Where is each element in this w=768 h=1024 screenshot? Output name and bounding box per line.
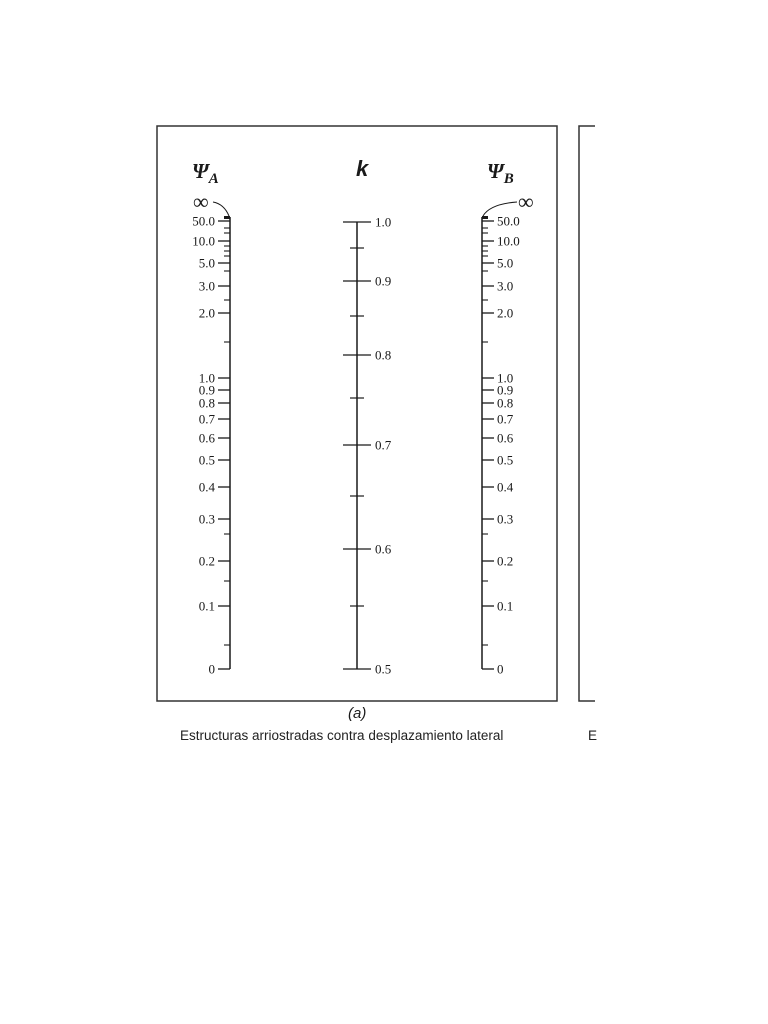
psi-b-tick-label: 50.0 xyxy=(497,213,520,229)
psi-b-tick-label: 1.0 xyxy=(497,370,514,386)
psi-b-tick-label: 0.7 xyxy=(497,411,514,427)
next-figure-caption-fragment: E xyxy=(588,728,598,743)
psi-b-tick-label: 0.6 xyxy=(497,430,514,446)
psi-b-tick-label: 3.0 xyxy=(497,278,514,294)
psi-a-tick-label: 0.7 xyxy=(198,411,215,427)
psi-a-tick-label: 0.2 xyxy=(198,553,215,569)
psi-b-infinity-label: ∞ xyxy=(518,189,534,214)
psi-a-tick-label: 0.8 xyxy=(198,395,215,411)
psi-a-infinity-leader xyxy=(213,202,229,216)
psi-b-tick-label: 0.4 xyxy=(497,479,514,495)
psi-b-scale xyxy=(482,214,520,677)
psi-b-tick-label: 0 xyxy=(497,661,504,677)
psi-a-tick-label: 10.0 xyxy=(192,233,215,249)
psi-b-tick-label: 0.9 xyxy=(497,382,514,398)
k-scale xyxy=(343,215,392,677)
psi-b-tick-label: 10.0 xyxy=(497,233,520,249)
psi-a-tick-label: 5.0 xyxy=(198,255,215,271)
psi-a-tick-label: 0.6 xyxy=(198,430,215,446)
psi-a-tick-label: 0 xyxy=(208,661,215,677)
k-tick-label: 0.8 xyxy=(375,347,392,363)
psi-a-infinity-label: ∞ xyxy=(193,189,209,214)
psi-a-tick-label: 0.3 xyxy=(198,511,215,527)
psi-b-tick-label: 0.2 xyxy=(497,553,514,569)
k-tick-label: 0.6 xyxy=(375,541,392,557)
panel-label: (a) xyxy=(348,705,367,722)
psi-a-tick-label: 0.4 xyxy=(198,479,215,495)
psi-a-tick-label: 0.1 xyxy=(198,598,215,614)
k-header: k xyxy=(356,156,369,181)
psi-a-tick-label: 3.0 xyxy=(198,278,215,294)
psi-a-scale xyxy=(192,214,230,677)
k-tick-label: 0.5 xyxy=(375,661,392,677)
psi-b-tick-label: 5.0 xyxy=(497,255,514,271)
psi-b-tick-label: 0.8 xyxy=(497,395,514,411)
psi-a-tick-label: 0.5 xyxy=(198,452,215,468)
psi-a-tick-label: 1.0 xyxy=(198,370,215,386)
psi-a-end-mark xyxy=(224,216,230,219)
chart-frame-b-partial xyxy=(579,126,595,701)
psi-b-tick-label: 2.0 xyxy=(497,305,514,321)
psi-a-tick-label: 2.0 xyxy=(198,305,215,321)
psi-b-tick-label: 0.5 xyxy=(497,452,514,468)
k-tick-label: 1.0 xyxy=(375,214,392,230)
psi-b-tick-label: 0.3 xyxy=(497,511,514,527)
psi-b-end-mark xyxy=(482,216,488,219)
psi-b-tick-label: 0.1 xyxy=(497,598,514,614)
psi-a-header: $\Psi_A$ xyxy=(192,159,219,187)
psi-a-tick-label: 50.0 xyxy=(192,213,215,229)
figure-caption: Estructuras arriostradas contra desplazamiento lateral xyxy=(180,728,504,743)
k-tick-label: 0.7 xyxy=(375,437,392,453)
k-tick-label: 0.9 xyxy=(375,273,392,289)
psi-a-tick-label: 0.9 xyxy=(198,382,215,398)
psi-b-header: $\Psi_B$ xyxy=(487,159,514,187)
